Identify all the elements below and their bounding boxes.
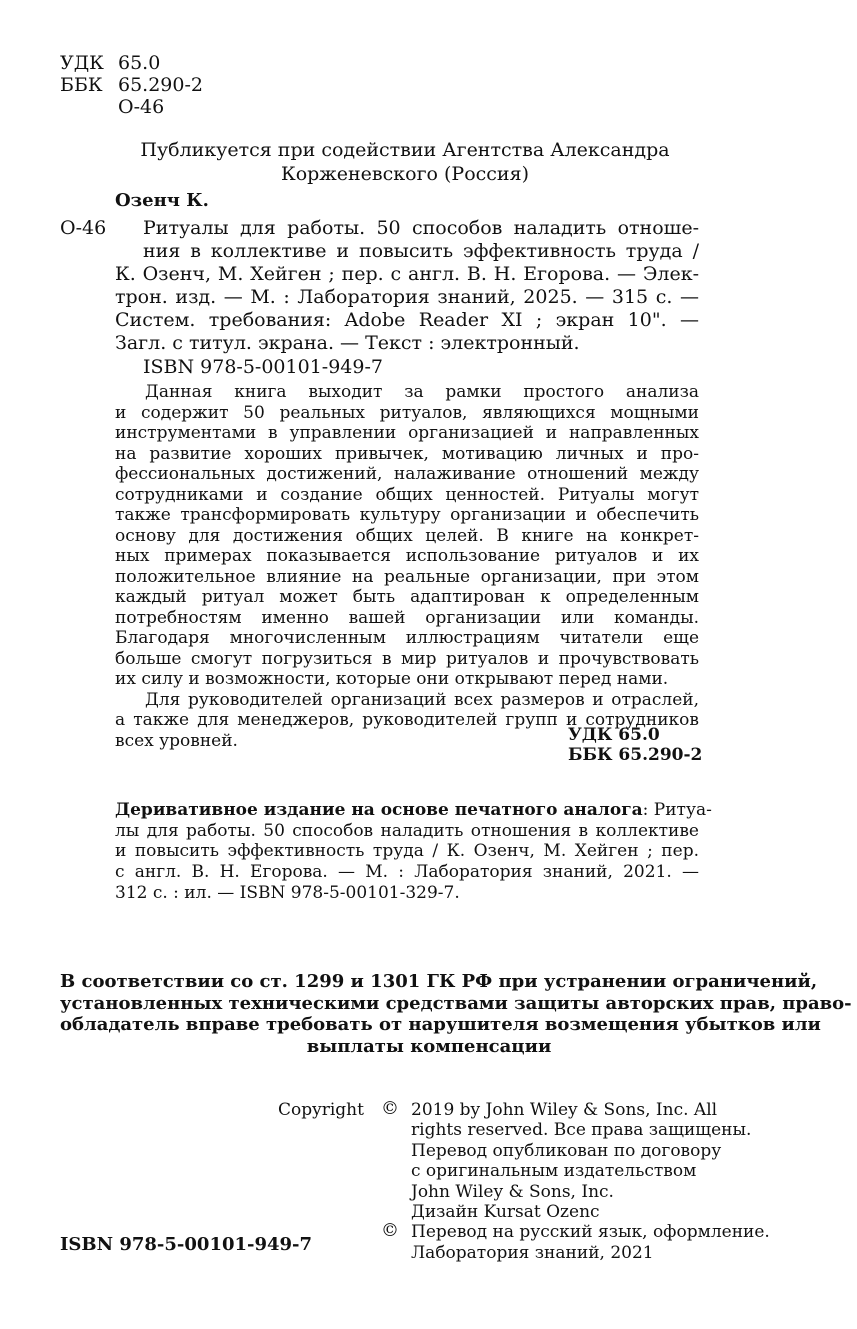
copyright-icon: © [381, 1220, 399, 1241]
annotation-line: а также для менеджеров, руководителей групп и сотрудников [115, 710, 699, 730]
copyright-line: Перевод опубликован по договору [411, 1140, 722, 1161]
derivative-line: 312 с. : ил. — ISBN 978-5-00101-329-7. [115, 882, 460, 903]
bibliographic-description [143, 217, 699, 263]
bib-line: ния в коллективе и повысить эффективность труда / [143, 240, 699, 262]
copyright-line: Перевод на русский язык, оформление. [411, 1222, 770, 1243]
derivative-lead: Деривативное издание на основе печатного аналога [115, 800, 643, 820]
bib-line: Ритуалы для работы. 50 способов наладить отноше- [143, 217, 699, 239]
udk-value: 65.0 [118, 52, 161, 74]
isbn-main: ISBN 978-5-00101-949-7 [143, 356, 383, 378]
derivative-line: и повысить эффективность труда / К. Озенч, М. Хейген ; пер. [115, 841, 699, 862]
bbk-label: ББК [60, 74, 103, 96]
index-block [568, 725, 702, 765]
annotation-line: положительное влияние на реальные организации, при этом [115, 566, 699, 587]
copyright-line: Лаборатория знаний, 2021 [411, 1242, 654, 1263]
index-bbk: ББК 65.290-2 [568, 745, 703, 765]
annotation-line: Благодаря многочисленным иллюстрациям читатели еще [115, 628, 699, 648]
copyright-line: с оригинальным издательством [411, 1161, 697, 1182]
copyright-line: 2019 by John Wiley & Sons, Inc. All [411, 1100, 718, 1120]
annotation-line: на развитие хороших привычек, мотивацию личных и про- [115, 443, 699, 464]
derivative-line1-rest: : Ритуа- [642, 800, 712, 820]
annotation-line: Для руководителей организаций всех размеров и отраслей, [145, 689, 699, 710]
rights-notice [60, 971, 852, 1057]
rights-line: обладатель вправе требовать от нарушителя возмещения убытков или [60, 1014, 821, 1035]
udk-label: УДК [60, 52, 104, 74]
derivative-edition [115, 800, 712, 904]
copyright-line: John Wiley & Sons, Inc. [411, 1181, 614, 1202]
bib-line: Загл. с титул. экрана. — Текст : электронный. [115, 332, 580, 354]
copyright-text [411, 1100, 770, 1263]
derivative-line [115, 800, 712, 821]
isbn-bottom: ISBN 978-5-00101-949-7 [60, 1234, 313, 1255]
copyright-line: rights reserved. Все права защищены. [411, 1120, 752, 1141]
annotation-line: сотрудниками и создание общих ценностей. Ритуалы могут [115, 484, 699, 505]
bib-line: Систем. требования: Adobe Reader XI ; экран 10". — [115, 309, 699, 331]
author-mark: О-46 [118, 96, 165, 118]
copyright-label: Copyright [278, 1100, 364, 1120]
copyright-icon: © [381, 1098, 399, 1119]
rights-line: выплаты компенсации [306, 1035, 552, 1057]
bib-line: трон. изд. — М. : Лаборатория знаний, 2025. — 315 с. — [115, 286, 699, 308]
derivative-line: лы для работы. 50 способов наладить отношения в коллективе [115, 820, 699, 841]
annotation-line: инструментами в управлении организацией и направленных [115, 423, 699, 443]
udk-row [60, 52, 203, 74]
author-mark-row [60, 96, 203, 118]
rights-line: установленных техническими средствами защиты авторских прав, право- [60, 992, 852, 1014]
annotation-line: и содержит 50 реальных ритуалов, являющихся мощными [115, 402, 699, 423]
annotation-line: их силу и возможности, которые они открывают перед нами. [115, 669, 669, 689]
rights-line: В соответствии со ст. 1299 и 1301 ГК РФ при устранении ограничений, [60, 971, 818, 992]
bibliographic-description-continued [115, 263, 699, 355]
annotation [115, 382, 699, 751]
author-heading: Озенч К. [115, 190, 209, 211]
bbk-row [60, 74, 203, 96]
catalog-code: О-46 [60, 217, 107, 239]
annotation-line: Данная книга выходит за рамки простого анализа [145, 382, 699, 402]
bbk-value: 65.290-2 [118, 74, 203, 96]
copyright-line: Дизайн Kursat Ozenc [411, 1202, 600, 1223]
annotation-line: потребностям именно вашей организации или команды. [115, 607, 699, 628]
annotation-line: основу для достижения общих целей. В книге на конкрет- [115, 525, 699, 546]
classification-block [60, 52, 203, 118]
annotation-line: фессиональных достижений, налаживание отношений между [115, 464, 699, 484]
bib-line: К. Озенч, М. Хейген ; пер. с англ. В. Н. Егорова. — Элек- [115, 263, 699, 285]
index-udk: УДК 65.0 [568, 725, 660, 745]
annotation-line: также трансформировать культуру организации и обеспечить [115, 505, 699, 525]
derivative-line: с англ. В. Н. Егорова. — М. : Лаборатория знаний, 2021. — [115, 862, 699, 883]
annotation-line: ных примерах показывается использование ритуалов и их [115, 546, 699, 566]
annotation-line: всех уровней. [115, 730, 238, 751]
annotation-line: больше смогут погрузиться в мир ритуалов и прочувствовать [115, 648, 699, 669]
publisher-note: Публикуется при содействии Агентства Александра Корженевского (Россия) [140, 139, 670, 185]
annotation-line: каждый ритуал может быть адаптирован к определенным [115, 587, 699, 607]
